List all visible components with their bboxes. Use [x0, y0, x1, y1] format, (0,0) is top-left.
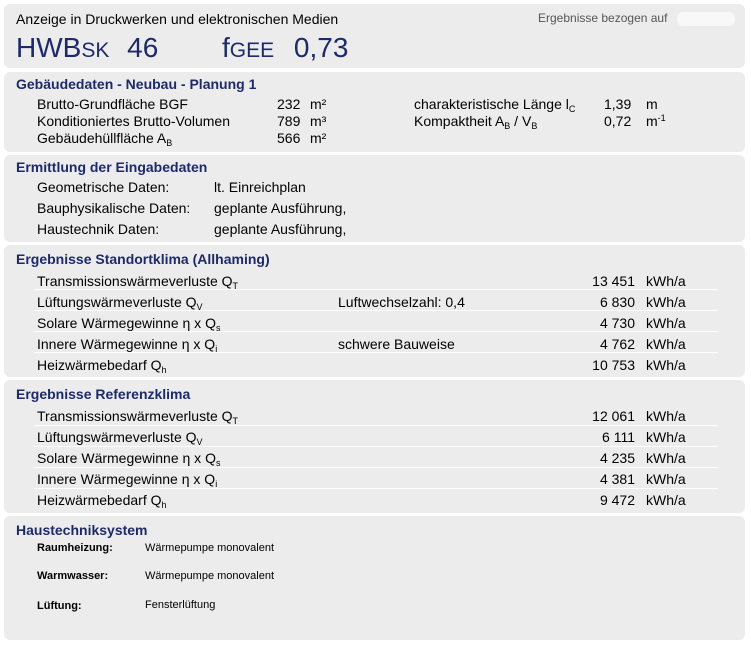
site-row-label-sub: V	[196, 302, 203, 312]
ref-row-unit: kWh/a	[646, 429, 686, 445]
hwb-label: HWB	[16, 32, 82, 63]
header-panel	[4, 4, 745, 68]
envelope-label-text: Gebäudehüllfläche A	[37, 130, 167, 146]
site-row-label-text: Lüftungswärmeverluste Q	[37, 294, 197, 310]
volume-value: 789	[277, 113, 301, 129]
reference-climate-panel	[4, 380, 745, 513]
site-row-label-text: Transmissionswärmeverluste Q	[37, 273, 233, 289]
geometric-label: Geometrische Daten:	[37, 179, 170, 195]
reference-climate-title: Ergebnisse Referenzklima	[16, 386, 191, 402]
ref-row-label	[37, 450, 220, 466]
physics-label: Bauphysikalische Daten:	[37, 200, 191, 216]
ref-row-label-sub: T	[232, 416, 239, 426]
ref-row-label-text: Lüftungswärmeverluste Q	[37, 429, 197, 445]
compactness-label-sub1: B	[504, 121, 511, 131]
site-climate-title: Ergebnisse Standortklima (Allhaming)	[16, 251, 270, 267]
bgf-value: 232	[277, 96, 301, 112]
ref-row-label-text: Heizwärmebedarf Q	[37, 492, 162, 508]
site-climate-panel	[4, 245, 745, 377]
ref-row-label-sub: s	[215, 458, 221, 468]
site-row-value: 13 451	[592, 273, 635, 289]
ref-row-unit: kWh/a	[646, 408, 686, 424]
ref-row-label-sub: i	[215, 479, 218, 489]
volume-unit: m³	[310, 113, 327, 129]
compactness-label-text: Kompaktheit A	[414, 113, 505, 129]
site-row-label-sub: h	[161, 365, 167, 375]
envelope-label-sub: B	[166, 138, 173, 148]
char-length-unit: m	[646, 96, 658, 112]
ventilation-label: Lüftung:	[37, 600, 82, 612]
volume-label: Konditioniertes Brutto-Volumen	[37, 113, 230, 129]
redacted-reference	[677, 12, 735, 26]
site-row-unit: kWh/a	[646, 294, 686, 310]
bgf-unit: m²	[310, 96, 327, 112]
hwb-indicator	[16, 32, 158, 64]
ref-row-label	[37, 429, 203, 445]
ref-row-label	[37, 471, 217, 487]
ref-row-value: 12 061	[592, 408, 635, 424]
site-row-note: Luftwechselzahl: 0,4	[338, 294, 465, 310]
ref-row-unit: kWh/a	[646, 492, 686, 508]
physics-value: geplante Ausführung,	[214, 200, 347, 216]
room-heating-value: Wärmepumpe monovalent	[145, 542, 275, 554]
ref-row-value: 6 111	[602, 429, 635, 445]
geometric-value: lt. Einreichplan	[214, 179, 306, 195]
hwb-subscript: SK	[81, 39, 110, 62]
row-divider	[34, 331, 718, 332]
site-row-unit: kWh/a	[646, 357, 686, 373]
hvac-system-panel	[4, 516, 745, 640]
input-data-title: Ermittlung der Eingabedaten	[16, 159, 208, 175]
envelope-label	[37, 130, 172, 146]
site-row-label-text: Innere Wärmegewinne η x Q	[37, 336, 216, 352]
ref-row-value: 4 235	[599, 450, 635, 466]
compactness-unit	[646, 113, 666, 129]
ref-row-label-sub: V	[196, 437, 203, 447]
site-row-label	[37, 357, 167, 373]
bgf-label: Brutto-Grundfläche BGF	[37, 96, 188, 112]
site-row-label-text: Solare Wärmegewinne η x Q	[37, 315, 216, 331]
site-row-unit: kWh/a	[646, 273, 686, 289]
header-subtitle: Anzeige in Druckwerken und elektronischen Medien	[16, 11, 339, 27]
ref-row-label-text: Transmissionswärmeverluste Q	[37, 408, 233, 424]
hot-water-label: Warmwasser:	[37, 570, 109, 582]
site-row-label-sub: i	[215, 344, 218, 354]
room-heating-label: Raumheizung:	[37, 542, 113, 554]
hot-water-value: Wärmepumpe monovalent	[145, 570, 275, 582]
compactness-label	[414, 113, 537, 129]
ref-row-label-text: Solare Wärmegewinne η x Q	[37, 450, 216, 466]
site-row-unit: kWh/a	[646, 336, 686, 352]
site-row-label	[37, 294, 203, 310]
site-row-label	[37, 273, 238, 289]
compactness-unit-text: m	[646, 113, 658, 129]
site-row-note: schwere Bauweise	[338, 336, 455, 352]
hvac-data-label: Haustechnik Daten:	[37, 221, 160, 237]
results-ref-label: Ergebnisse bezogen auf	[538, 11, 668, 25]
ref-row-value: 9 472	[599, 492, 635, 508]
site-row-label-text: Heizwärmebedarf Q	[37, 357, 162, 373]
ref-row-unit: kWh/a	[646, 450, 686, 466]
row-divider	[34, 467, 718, 468]
compactness-unit-sup: -1	[657, 113, 666, 123]
fgee-indicator	[222, 32, 348, 64]
row-divider	[34, 425, 718, 426]
ref-row-label	[37, 408, 238, 424]
site-row-value: 4 762	[599, 336, 635, 352]
ref-row-label-text: Innere Wärmegewinne η x Q	[37, 471, 216, 487]
fgee-value: 0,73	[293, 32, 349, 63]
hvac-data-value: geplante Ausführung,	[214, 221, 347, 237]
char-length-label-text: charakteristische Länge l	[414, 96, 569, 112]
row-divider	[34, 488, 718, 489]
fgee-subscript: GEE	[229, 39, 275, 62]
fgee-label: f	[222, 32, 230, 63]
site-row-label-sub: s	[215, 323, 221, 333]
envelope-value: 566	[277, 130, 301, 146]
row-divider	[34, 446, 718, 447]
hwb-value: 46	[127, 32, 159, 63]
row-divider	[34, 352, 718, 353]
building-data-panel	[4, 72, 745, 152]
ventilation-value: Fensterlüftung	[145, 599, 216, 611]
site-row-value: 6 830	[599, 294, 635, 310]
site-row-unit: kWh/a	[646, 315, 686, 331]
compactness-label-sub2: B	[531, 121, 538, 131]
char-length-value: 1,39	[604, 96, 632, 112]
char-length-label-sub: C	[568, 104, 576, 114]
ref-row-value: 4 381	[599, 471, 635, 487]
row-divider	[34, 289, 718, 290]
site-row-label	[37, 336, 217, 352]
site-row-label-sub: T	[232, 281, 239, 291]
compactness-label-mid: / V	[510, 113, 532, 129]
envelope-unit: m²	[310, 130, 327, 146]
hvac-system-title: Haustechniksystem	[16, 522, 148, 538]
input-data-panel	[4, 155, 745, 242]
row-divider	[34, 310, 718, 311]
building-data-title: Gebäudedaten - Neubau - Planung 1	[16, 76, 257, 92]
ref-row-label	[37, 492, 167, 508]
site-row-label	[37, 315, 220, 331]
compactness-value: 0,72	[604, 113, 632, 129]
site-row-value: 10 753	[592, 357, 635, 373]
char-length-label	[414, 96, 575, 112]
ref-row-label-sub: h	[161, 500, 167, 510]
site-row-value: 4 730	[599, 315, 635, 331]
ref-row-unit: kWh/a	[646, 471, 686, 487]
